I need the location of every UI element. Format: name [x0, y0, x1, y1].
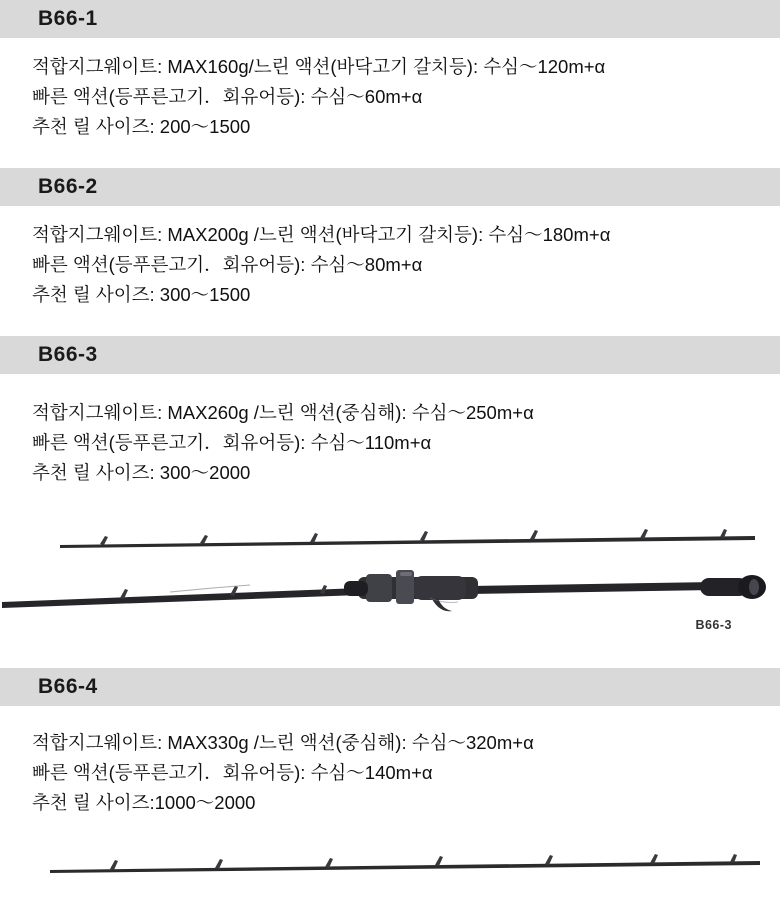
- model-title: B66-2: [38, 175, 98, 198]
- section-gap: [0, 152, 780, 168]
- section-gap: [0, 320, 780, 336]
- model-band-b66-4: [0, 668, 780, 706]
- spec-block-b66-3: [0, 374, 780, 498]
- spec-line-fast-action: 빠른 액션(등푸른고기．회유어등): 수심～140m+α: [32, 762, 433, 783]
- model-band-b66-1: [0, 0, 780, 38]
- rod-graphic-partial: [0, 844, 780, 884]
- model-band-b66-3: [0, 336, 780, 374]
- spec-line-jig-weight: 적합지그웨이트: MAX260g /느린 액션(중심해): 수심～250m+α: [32, 402, 534, 423]
- model-title: B66-4: [38, 675, 98, 698]
- spec-line-reel-size: 추천 릴 사이즈:1000～2000: [32, 792, 256, 813]
- spec-line-fast-action: 빠른 액션(등푸른고기．회유어등): 수심～110m+α: [32, 432, 432, 453]
- spec-line-jig-weight: 적합지그웨이트: MAX160g/느린 액션(바닥고기 갈치등): 수심～120m+α: [32, 56, 606, 77]
- rod-illustration-b66-3: [0, 498, 780, 638]
- model-title: B66-1: [38, 7, 98, 30]
- rod-graphic: [0, 498, 780, 638]
- spec-block-b66-2: [0, 206, 780, 320]
- spec-line-fast-action: 빠른 액션(등푸른고기．회유어등): 수심～80m+α: [32, 254, 423, 275]
- spec-line-reel-size: 추천 릴 사이즈: 300～1500: [32, 284, 251, 305]
- spec-line-fast-action: 빠른 액션(등푸른고기．회유어등): 수심～60m+α: [32, 86, 423, 107]
- spec-block-b66-4: [0, 706, 780, 828]
- spec-line-jig-weight: 적합지그웨이트: MAX330g /느린 액션(중심해): 수심～320m+α: [32, 732, 534, 753]
- spec-line-jig-weight: 적합지그웨이트: MAX200g /느린 액션(바닥고기 갈치등): 수심～180m+α: [32, 224, 611, 245]
- spec-line-reel-size: 추천 릴 사이즈: 200～1500: [32, 116, 251, 137]
- model-band-b66-2: [0, 168, 780, 206]
- rod-illustration-b66-4: [0, 844, 780, 884]
- model-title: B66-3: [38, 343, 98, 366]
- section-gap: [0, 638, 780, 668]
- spec-block-b66-1: [0, 38, 780, 152]
- rod-image-label: B66-3: [695, 618, 732, 632]
- section-gap: [0, 828, 780, 844]
- spec-line-reel-size: 추천 릴 사이즈: 300～2000: [32, 462, 251, 483]
